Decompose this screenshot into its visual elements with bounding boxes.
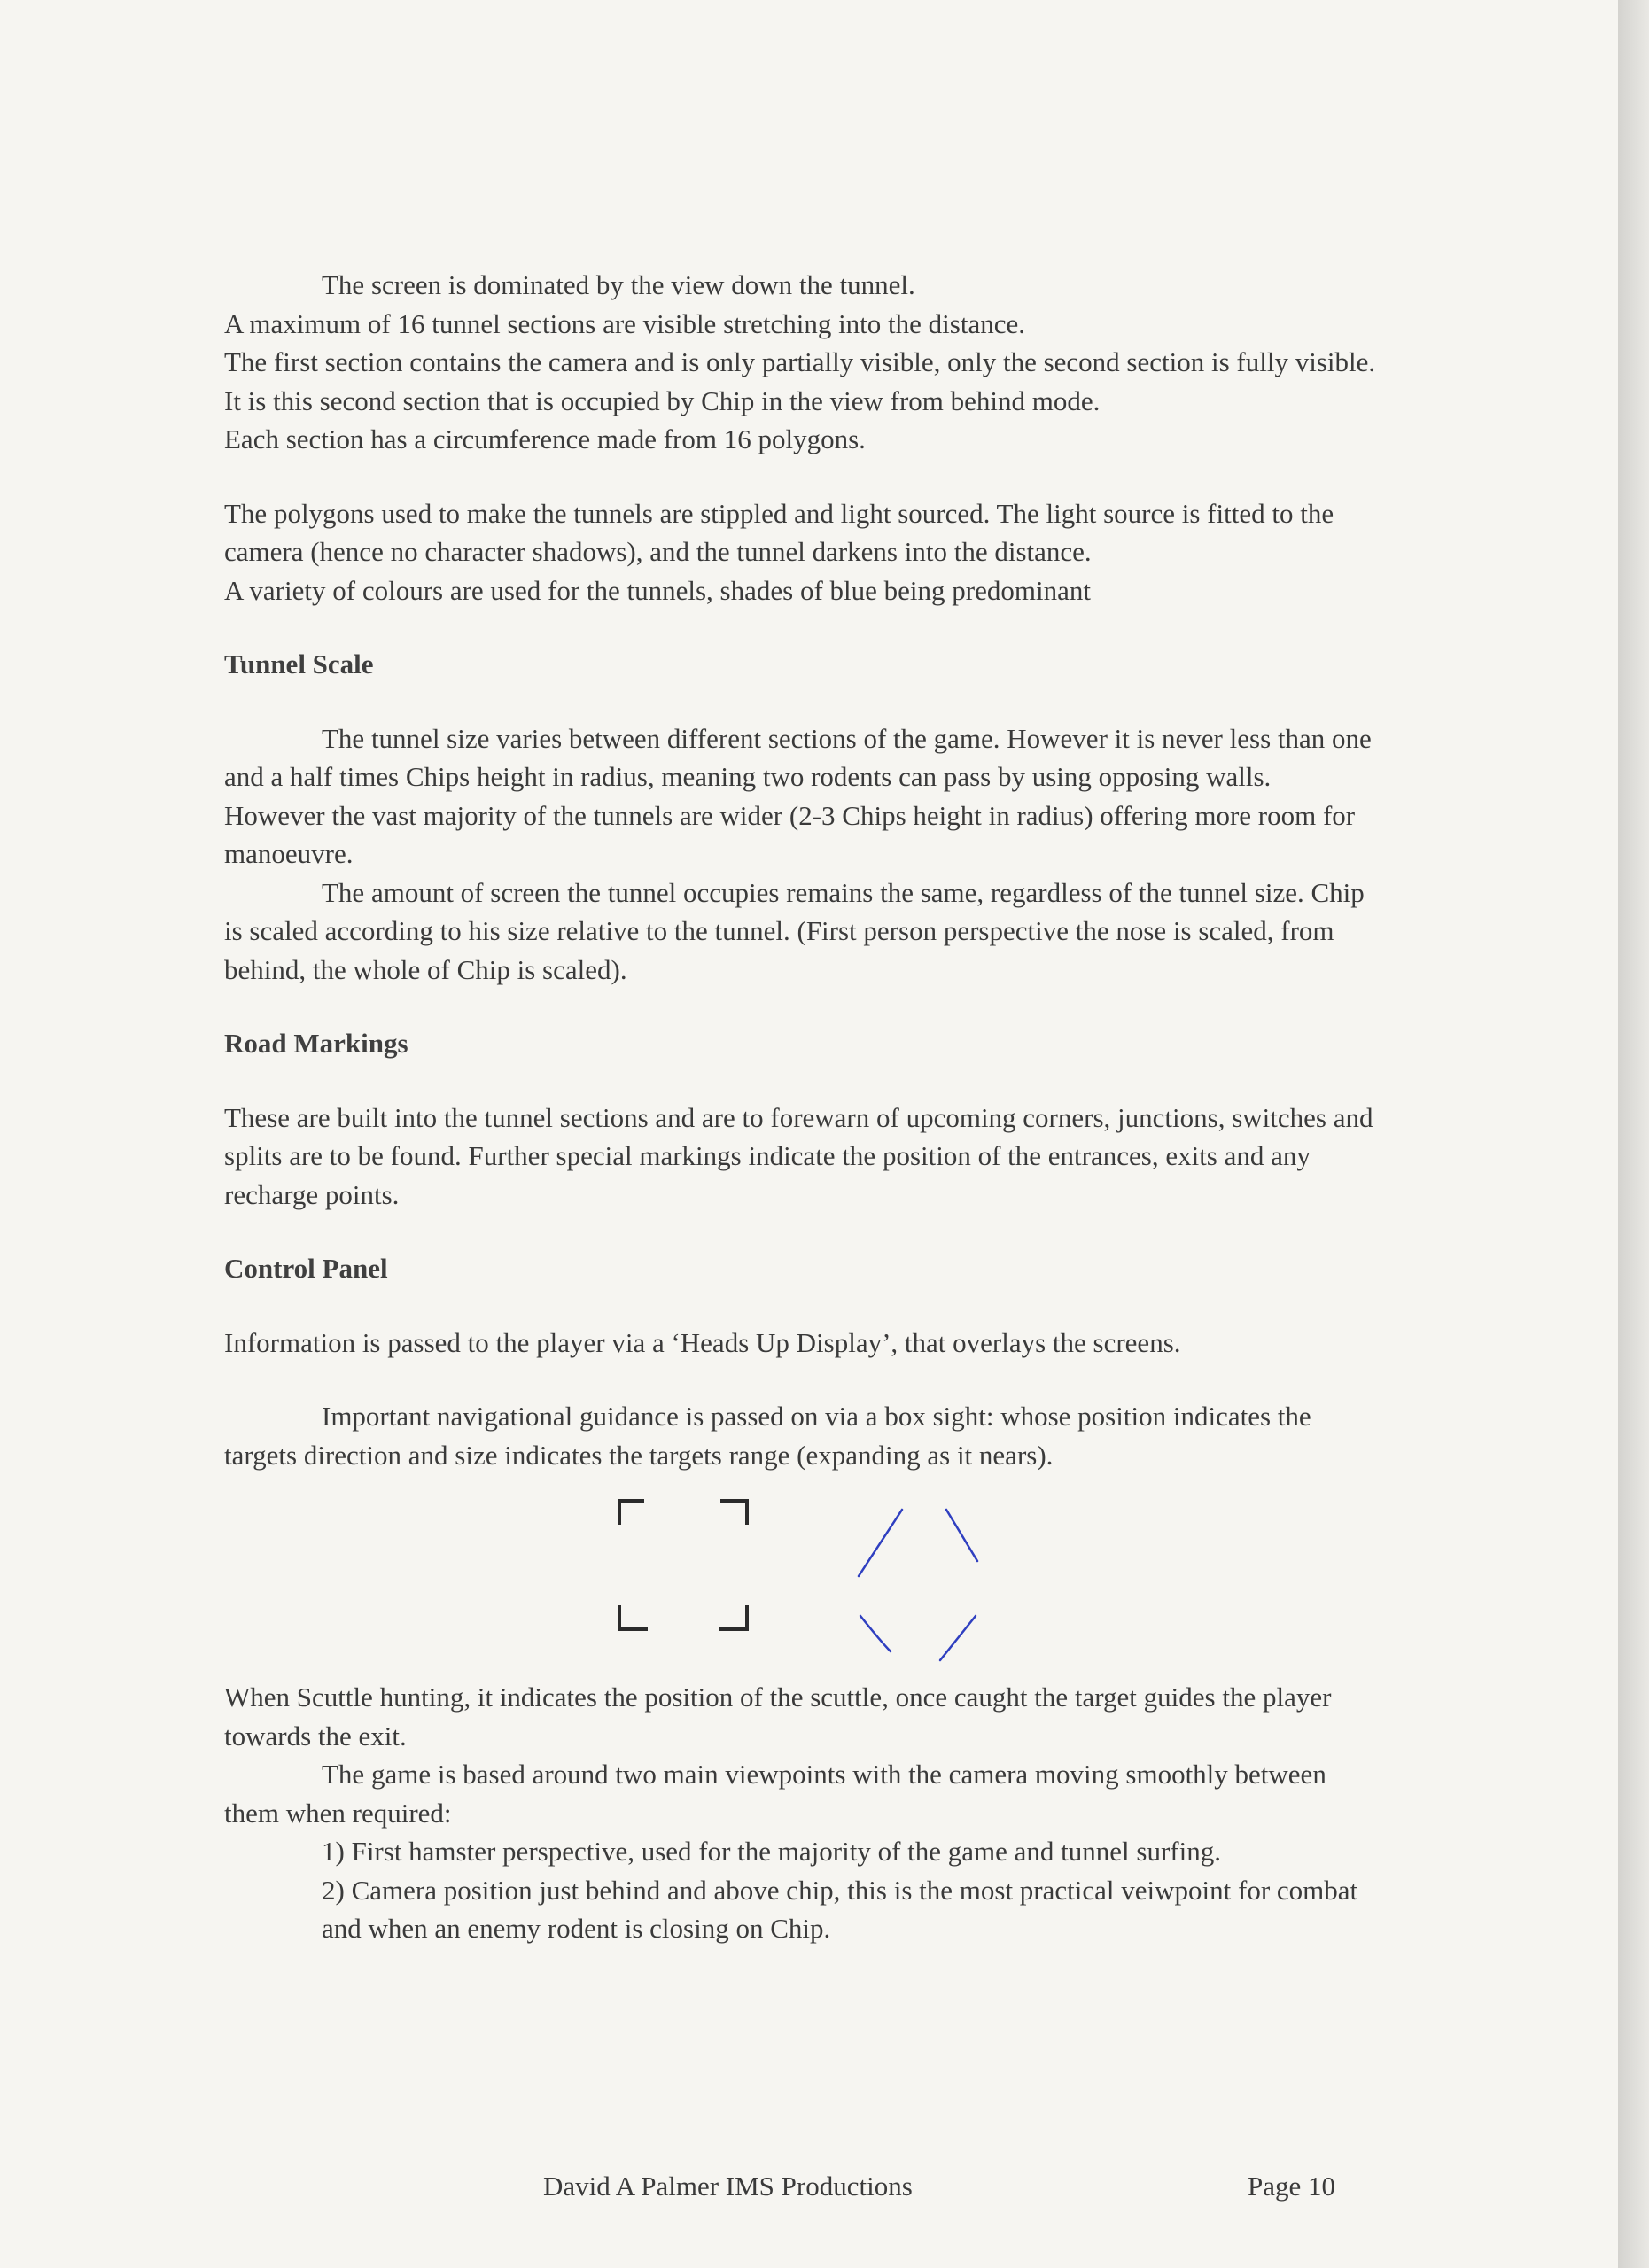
- road-markings-heading: Road Markings: [224, 1028, 408, 1059]
- box-sight-icon: [619, 1501, 747, 1629]
- spacer: [224, 610, 1376, 645]
- intro-paragraph-5: The polygons used to make the tunnels are stippled and light sourced. The light source is fitted to the camera (hence no character shadows), and the tunnel darkens into the distance.: [224, 497, 1334, 567]
- intro-paragraph-1: The screen is dominated by the view down the tunnel.: [322, 269, 915, 300]
- control-panel-heading: Control Panel: [224, 1253, 388, 1284]
- spacer: [224, 1063, 1376, 1099]
- tunnel-scale-paragraph-1: The tunnel size varies between different sections of the game. However it is never less than one and a half times Chips height in radius, meaning two rodents can pass by using opposing walls. However the vast majority of the tunnels are wider (2-3 Chips height in radius) offering more room for manoeuvre.: [224, 722, 1372, 869]
- spacer: [224, 459, 1376, 494]
- intro-paragraph-3: The first section contains the camera and is only partially visible, only the second section is fully visible. It is this second section that is occupied by Chip in the view from behind mode.: [224, 346, 1376, 416]
- document-body: [224, 266, 1376, 1948]
- control-panel-paragraph-3: When Scuttle hunting, it indicates the position of the scuttle, once caught the target guides the player towards the exit.: [224, 1682, 1332, 1751]
- spacer: [224, 1288, 1376, 1324]
- intro-paragraph-2: A maximum of 16 tunnel sections are visible stretching into the distance.: [224, 307, 1025, 339]
- viewpoint-list-item-2: 2) Camera position just behind and above chip, this is the most practical veiwpoint for combat and when an enemy rodent is closing on Chip.: [322, 1874, 1358, 1944]
- road-markings-paragraph: These are built into the tunnel sections and are to forewarn of upcoming corners, junctions, switches and splits are to be found. Further special markings indicate the position of the entrances, exits and any recharge points.: [224, 1101, 1373, 1210]
- viewpoint-list-item-1: 1) First hamster perspective, used for the majority of the game and tunnel surfing.: [322, 1836, 1221, 1867]
- spacer: [224, 1362, 1376, 1397]
- intro-paragraph-4: Each section has a circumference made from 16 polygons.: [224, 423, 866, 454]
- control-panel-paragraph-4: The game is based around two main viewpoints with the camera moving smoothly between them when required:: [224, 1759, 1326, 1829]
- spacer: [224, 684, 1376, 719]
- intro-paragraph-6: A variety of colours are used for the tunnels, shades of blue being predominant: [224, 574, 1091, 606]
- footer-page-number: Page 10: [1248, 2171, 1336, 2202]
- control-panel-paragraph-2: Important navigational guidance is passed on via a box sight: whose position indicates the targets direction and size indicates the targets range (expanding as it nears).: [224, 1401, 1311, 1471]
- box-sight-figure: [224, 1474, 1376, 1678]
- spacer: [224, 989, 1376, 1024]
- spacer: [224, 1214, 1376, 1249]
- page-edge-shadow: [1618, 0, 1649, 2268]
- control-panel-paragraph-1: Information is passed to the player via a ‘Heads Up Display’, that overlays the screens.: [224, 1326, 1181, 1358]
- diamond-sight-icon: [859, 1510, 977, 1660]
- box-sight-sketch: [224, 1474, 1376, 1678]
- tunnel-scale-heading: Tunnel Scale: [224, 649, 374, 680]
- tunnel-scale-paragraph-2: The amount of screen the tunnel occupies remains the same, regardless of the tunnel size. Chip is scaled according to his size relative to the tunnel. (First person perspective the nose is scaled, from behind, the whole of Chip is scaled).: [224, 876, 1365, 985]
- footer-author: David A Palmer IMS Productions: [543, 2171, 913, 2202]
